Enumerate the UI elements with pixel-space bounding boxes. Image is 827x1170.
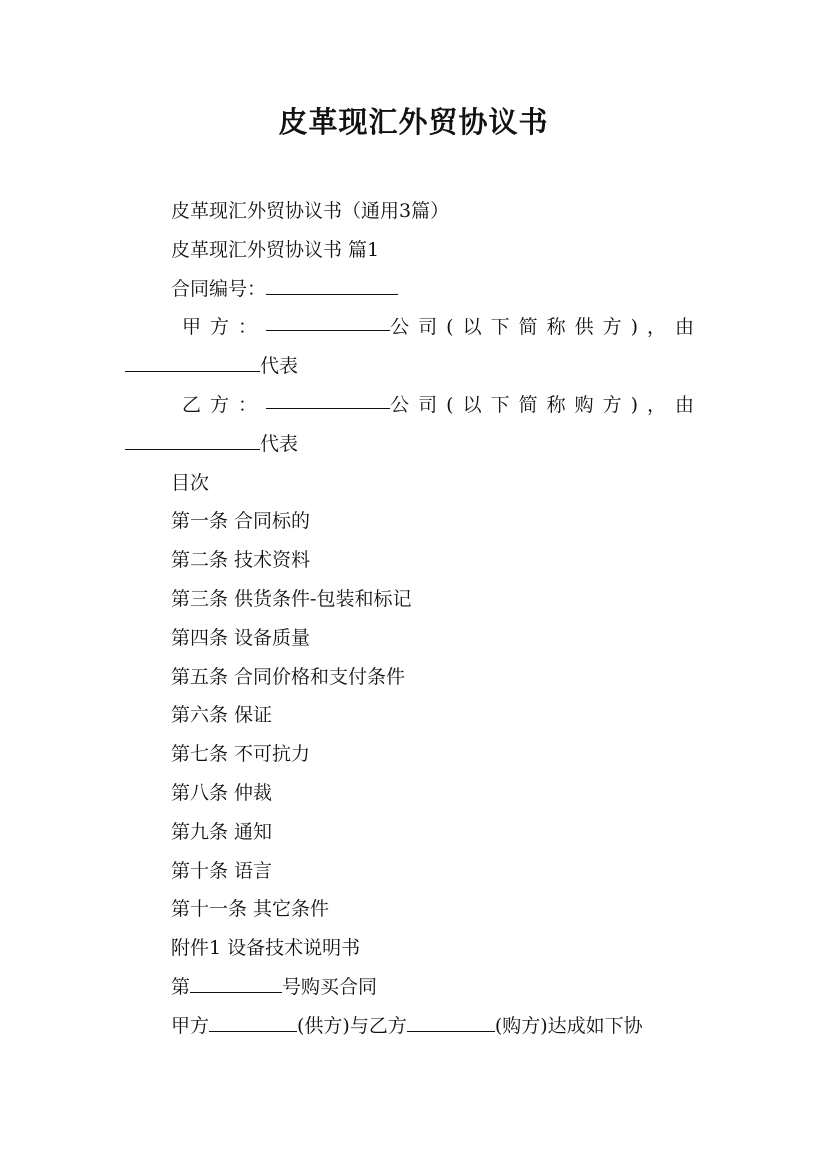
toc-item: 第十一条 其它条件	[171, 898, 330, 921]
agreement-line	[125, 1007, 703, 1046]
agreement-end: (购方)达成如下协	[494, 1014, 643, 1037]
party-b-rep-line	[125, 425, 703, 464]
toc-heading: 目次	[171, 471, 210, 494]
toc-item: 第六条 保证	[171, 704, 273, 727]
party-a-company-blank	[266, 308, 390, 331]
party-a-line	[125, 308, 703, 347]
toc-item: 第七条 不可抗力	[171, 743, 311, 766]
document-body	[125, 192, 703, 1046]
party-a-label: 甲方：	[182, 316, 267, 339]
party-b-label: 乙方：	[182, 393, 267, 416]
party-b-line	[125, 386, 703, 425]
agreement-party-a-blank	[209, 1009, 297, 1032]
document-title: 皮革现汇外贸协议书	[278, 105, 549, 139]
agreement-party-a: 甲方	[171, 1014, 210, 1037]
toc-item: 第三条 供货条件-包装和标记	[171, 587, 412, 610]
party-a-company-text: 公司(以下简称供方)，由	[390, 316, 703, 339]
subtitle-line: 皮革现汇外贸协议书（通用3篇）	[171, 200, 450, 222]
part-heading: 皮革现汇外贸协议书 篇1	[171, 238, 380, 261]
toc-item: 第五条 合同价格和支付条件	[171, 665, 406, 688]
party-a-rep-blank	[125, 349, 260, 372]
party-b-rep-text: 代表	[260, 432, 299, 455]
purchase-number-blank	[190, 970, 282, 993]
party-b-company-text: 公司(以下简称购方)，由	[390, 393, 703, 416]
purchase-prefix: 第	[171, 975, 191, 998]
agreement-party-b-blank	[407, 1009, 495, 1032]
contract-number-label: 合同编号：	[171, 277, 267, 300]
purchase-contract-line	[125, 968, 703, 1007]
contract-number-blank	[266, 272, 398, 295]
purchase-suffix: 号购买合同	[282, 975, 378, 998]
party-b-rep-blank	[125, 427, 260, 450]
toc-item: 第二条 技术资料	[171, 549, 311, 572]
toc-item: 第十条 语言	[171, 859, 273, 882]
toc-item: 第四条 设备质量	[171, 626, 311, 649]
toc-item: 第一条 合同标的	[171, 510, 311, 533]
contract-number-line	[125, 270, 703, 309]
party-a-rep-text: 代表	[260, 355, 299, 378]
agreement-mid: (供方)与乙方	[297, 1014, 407, 1037]
party-a-rep-line	[125, 347, 703, 386]
toc-item: 附件1 设备技术说明书	[171, 937, 361, 960]
toc-item: 第八条 仲裁	[171, 781, 273, 804]
party-b-company-blank	[266, 386, 390, 409]
toc-item: 第九条 通知	[171, 820, 273, 843]
